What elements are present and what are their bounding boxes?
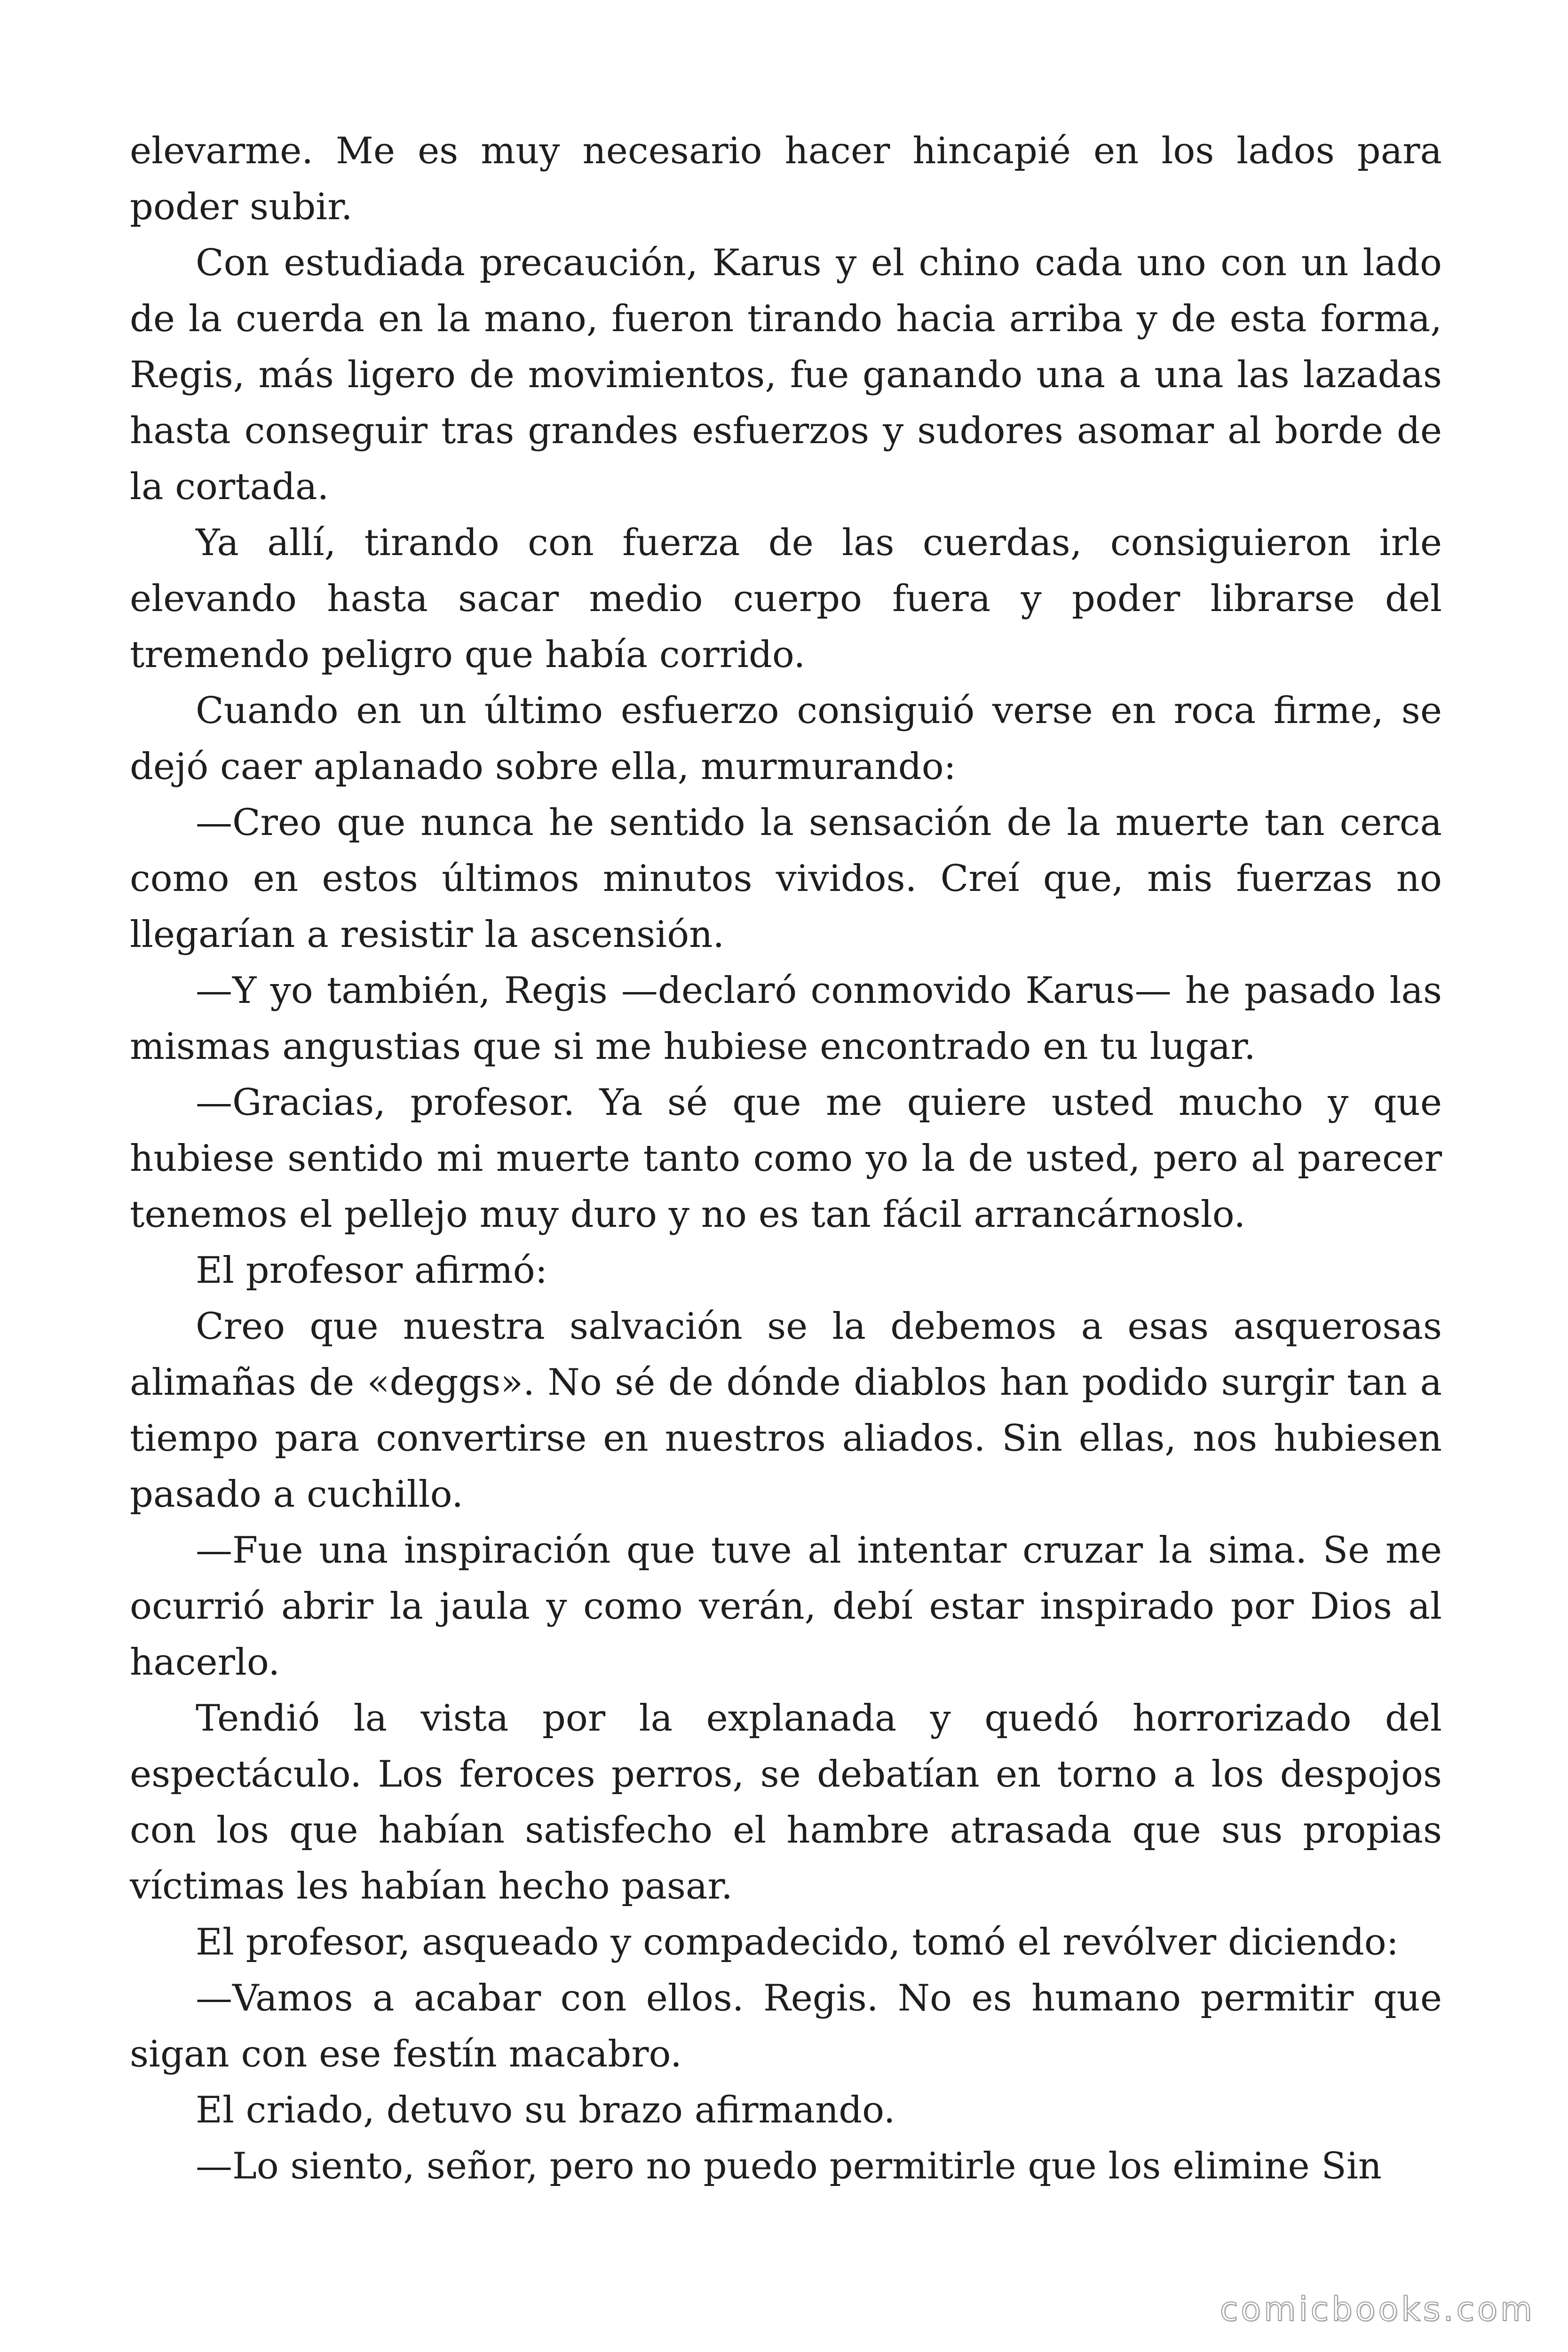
- paragraph: —Fue una inspiración que tuve al intentar cruzar la sima. Se me ocurrió abrir la jaula y como verán, debí estar inspirado por Dios al hacerlo.: [130, 1529, 1442, 1684]
- watermark: comicbooks.com: [1220, 2290, 1535, 2328]
- paragraph: Tendió la vista por la explanada y quedó horrorizado del espectáculo. Los feroces perros, se debatían en torno a los despojos con los que habían satisfecho el hambre atrasada que sus propias víctimas les habían hecho pasar.: [130, 1697, 1442, 1907]
- paragraph: —Y yo también, Regis —declaró conmovido Karus— he pasado las mismas angustias que si me hubiese encontrado en tu lugar.: [130, 969, 1442, 1068]
- paragraph: El profesor afirmó:: [196, 1249, 547, 1292]
- paragraph: Con estudiada precaución, Karus y el chino cada uno con un lado de la cuerda en la mano, fueron tirando hacia arriba y de esta forma, Regis, más ligero de movimientos, fue ganando una a una las lazadas hasta conseguir tras grandes esfuerzos y sudores asomar al borde de la cortada.: [130, 242, 1442, 508]
- paragraph: elevarme. Me es muy necesario hacer hincapié en los lados para poder subir.: [130, 130, 1442, 228]
- paragraph: —Lo siento, señor, pero no puedo permitirle que los elimine Sin: [196, 2145, 1382, 2187]
- paragraph: Ya allí, tirando con fuerza de las cuerdas, consiguieron irle elevando hasta sacar medio cuerpo fuera y poder librarse del tremendo peligro que había corrido.: [130, 522, 1442, 676]
- paragraph: —Vamos a acabar con ellos. Regis. No es humano permitir que sigan con ese festín macabro.: [130, 1977, 1442, 2075]
- paragraph: —Gracias, profesor. Ya sé que me quiere usted mucho y que hubiese sentido mi muerte tanto como yo la de usted, pero al parecer tenemos el pellejo muy duro y no es tan fácil arrancárnoslo.: [130, 1081, 1442, 1236]
- paragraph: Cuando en un último esfuerzo consiguió verse en roca firme, se dejó caer aplanado sobre ella, murmurando:: [130, 690, 1442, 788]
- paragraph: El criado, detuvo su brazo afirmando.: [196, 2089, 895, 2131]
- page-text: [130, 123, 1442, 2194]
- paragraph: El profesor, asqueado y compadecido, tomó el revólver diciendo:: [196, 1921, 1399, 1963]
- paragraph: —Creo que nunca he sentido la sensación de la muerte tan cerca como en estos últimos minutos vividos. Creí que, mis fuerzas no llegarían a resistir la ascensión.: [130, 802, 1442, 956]
- paragraph: Creo que nuestra salvación se la debemos a esas asquerosas alimañas de «deggs». No sé de dónde diablos han podido surgir tan a tiempo para convertirse en nuestros aliados. Sin ellas, nos hubiesen pasado a cuchillo.: [130, 1305, 1442, 1516]
